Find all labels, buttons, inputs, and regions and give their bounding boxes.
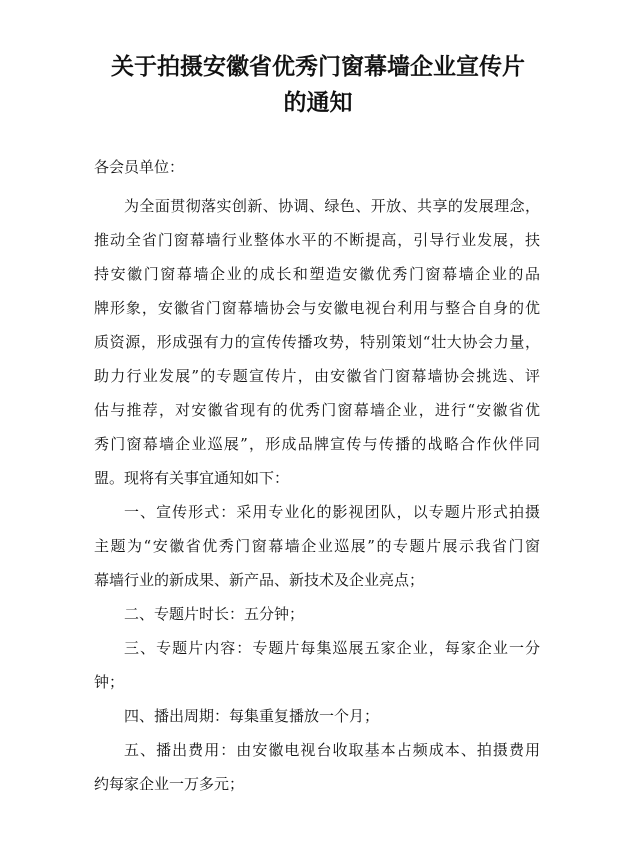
paragraph-line: 估与推荐，对安徽省现有的优秀门窗幕墙企业，进行“安徽省优 <box>94 401 540 419</box>
paragraph-line: 约每家企业一万多元； <box>94 775 245 793</box>
paragraph-line: 盟。现将有关事宜通知如下： <box>94 469 290 487</box>
paragraph-line: 为全面贯彻落实创新、协调、绿色、开放、共享的发展理念， <box>124 197 540 215</box>
paragraph-line: 秀门窗幕墙企业巡展”，形成品牌宣传与传播的战略合作伙伴同 <box>94 435 540 453</box>
paragraph-line: 三、专题片内容：专题片每集巡展五家企业，每家企业一分 <box>124 639 540 657</box>
paragraph-line: 二、专题片时长：五分钟； <box>124 605 305 623</box>
paragraph-line: 质资源，形成强有力的宣传传播攻势，特别策划“壮大协会力量， <box>94 333 540 351</box>
paragraph-line: 四、播出周期：每集重复播放一个月； <box>124 707 380 725</box>
paragraph-line: 五、播出费用：由安徽电视台收取基本占频成本、拍摄费用 <box>124 741 540 759</box>
paragraph-line: 一、宣传形式：采用专业化的影视团队，以专题片形式拍摄 <box>124 503 540 521</box>
paragraph-line: 主题为“安徽省优秀门窗幕墙企业巡展”的专题片展示我省门窗 <box>94 537 540 555</box>
paragraph-line: 钟； <box>94 673 125 691</box>
salutation: 各会员单位： <box>94 158 185 176</box>
document-title-line-1: 关于拍摄安徽省优秀门窗幕墙企业宣传片 <box>111 53 525 80</box>
paragraph-line: 持安徽门窗幕墙企业的成长和塑造安徽优秀门窗幕墙企业的品 <box>94 265 540 283</box>
document-title-line-2: 的通知 <box>283 89 353 116</box>
paragraph-line: 推动全省门窗幕墙行业整体水平的不断提高，引导行业发展，扶 <box>94 231 540 249</box>
paragraph-line: 幕墙行业的新成果、新产品、新技术及企业亮点； <box>94 571 425 589</box>
paragraph-line: 助力行业发展”的专题宣传片，由安徽省门窗幕墙协会挑选、评 <box>94 367 540 385</box>
paragraph-line: 牌形象，安徽省门窗幕墙协会与安徽电视台利用与整合自身的优 <box>94 299 540 317</box>
